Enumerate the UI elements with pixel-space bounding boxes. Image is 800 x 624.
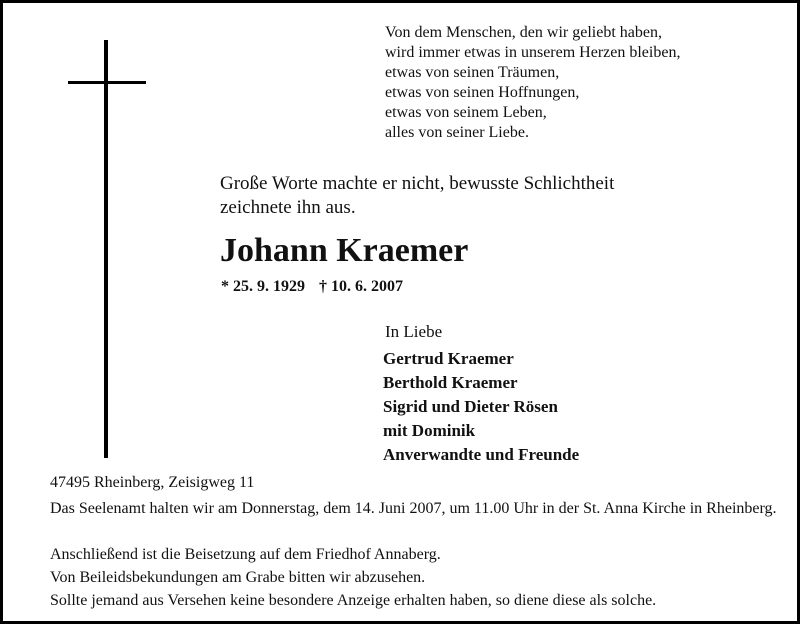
- cross-icon-bar: [68, 81, 146, 84]
- poem-line: wird immer etwas in unserem Herzen bleiben,: [385, 44, 681, 61]
- notice-burial: Anschließend ist die Beisetzung auf dem Friedhof Annaberg.: [50, 546, 441, 563]
- poem-line: etwas von seinen Träumen,: [385, 64, 560, 81]
- poem-line: etwas von seinen Hoffnungen,: [385, 84, 580, 101]
- poem-line: etwas von seinem Leben,: [385, 104, 547, 121]
- poem-line: Von dem Menschen, den wir geliebt haben,: [385, 24, 662, 41]
- family-address: 47495 Rheinberg, Zeisigweg 11: [50, 474, 255, 491]
- intro-text: [220, 172, 614, 220]
- mourner-name: mit Dominik: [383, 421, 476, 440]
- poem-line: alles von seiner Liebe.: [385, 124, 529, 141]
- in-liebe-label: In Liebe: [385, 322, 443, 341]
- mourner-name: Anverwandte und Freunde: [383, 445, 580, 464]
- memorial-poem: [385, 23, 680, 143]
- mourner-name: Berthold Kraemer: [383, 373, 518, 392]
- notice-requiem: Das Seelenamt halten wir am Donnerstag, dem 14. Juni 2007, um 11.00 Uhr in der St. Anna Kirche in Rheinberg.: [50, 500, 777, 517]
- intro-line: zeichnete ihn aus.: [220, 197, 356, 218]
- notice-condolences: Von Beileidsbekundungen am Grabe bitten wir abzusehen.: [50, 569, 426, 586]
- mourner-name: Gertrud Kraemer: [383, 349, 514, 368]
- deceased-name: Johann Kraemer: [220, 232, 469, 269]
- intro-line: Große Worte machte er nicht, bewusste Schlichtheit: [220, 173, 615, 194]
- life-dates: [221, 277, 403, 297]
- mourners-list: [383, 347, 579, 467]
- mourner-name: Sigrid und Dieter Rösen: [383, 397, 558, 416]
- death-date: † 10. 6. 2007: [319, 278, 403, 295]
- cross-icon: [104, 40, 108, 458]
- birth-date: * 25. 9. 1929: [221, 278, 305, 295]
- notice-missing-announcement: Sollte jemand aus Versehen keine besondere Anzeige erhalten haben, so diene diese als solche.: [50, 592, 657, 609]
